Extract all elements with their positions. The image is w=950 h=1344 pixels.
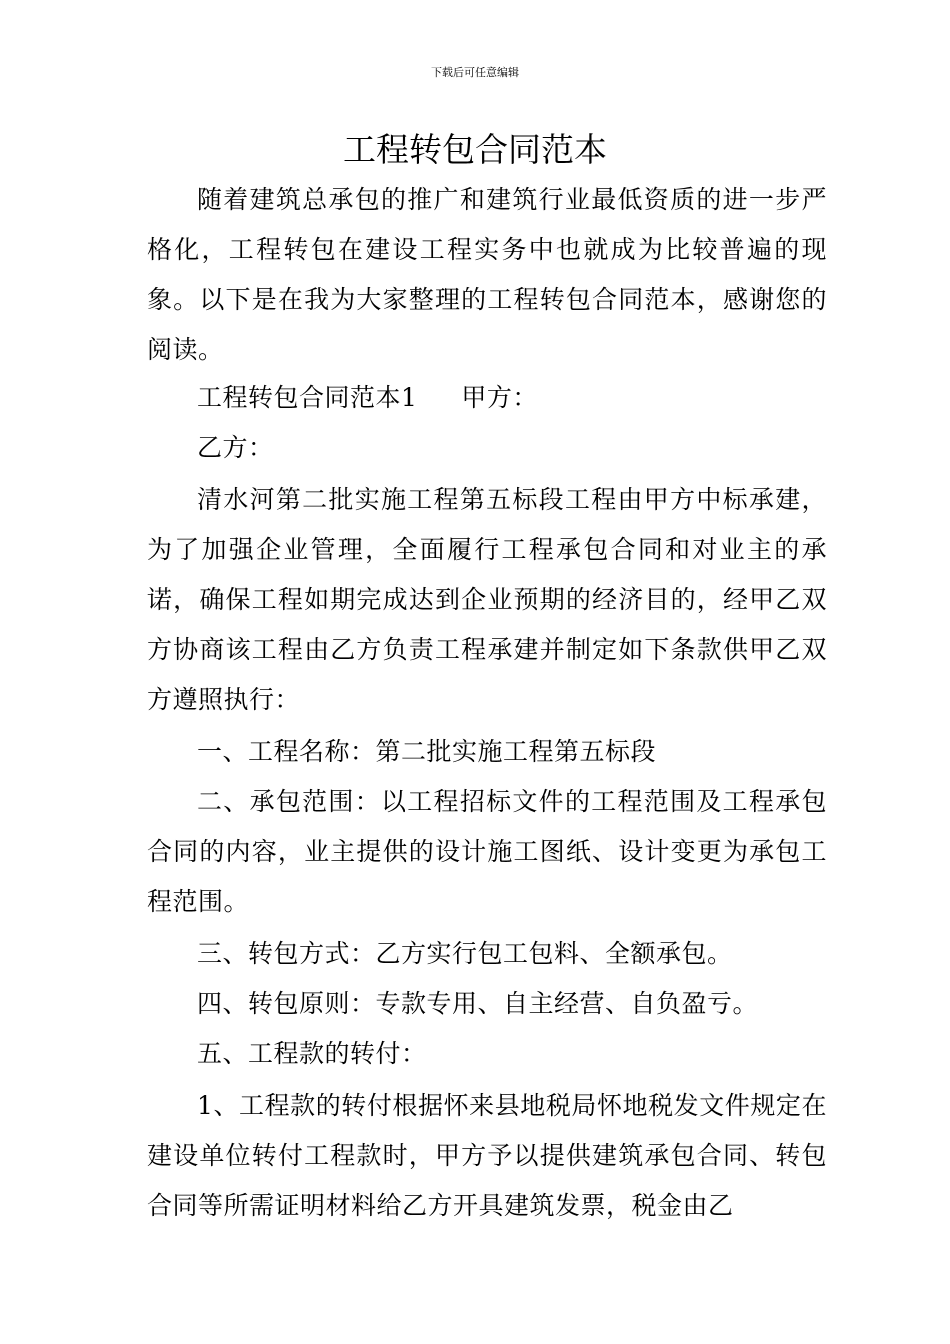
- preamble-paragraph: 清水河第二批实施工程第五标段工程由甲方中标承建，为了加强企业管理，全面履行工程承包合同和对业主的承诺，确保工程如期完成达到企业预期的经济目的，经甲乙双方协商该工程由乙方负责工程承建并制定如下条款供甲乙双方遵照执行：: [147, 485, 827, 714]
- clause-subcontract-principle: 四、转包原则：专款专用、自主经营、自负盈亏。: [197, 989, 759, 1018]
- party-a-label: 甲方：: [461, 383, 538, 412]
- section-heading: 工程转包合同范本1: [197, 383, 418, 412]
- section-heading-line: [147, 373, 827, 423]
- document-title: 工程转包合同范本: [343, 130, 607, 169]
- intro-paragraph: 随着建筑总承包的推广和建筑行业最低资质的进一步严格化，工程转包在建设工程实务中也就成为比较普遍的现象。以下是在我为大家整理的工程转包合同范本，感谢您的阅读。: [147, 185, 827, 364]
- party-b-label: 乙方：: [197, 433, 274, 462]
- clause-subcontract-method: 三、转包方式：乙方实行包工包料、全额承包。: [197, 939, 733, 968]
- clause-project-name: 一、工程名称：第二批实施工程第五标段: [197, 737, 657, 766]
- clause-contract-scope: 二、承包范围：以工程招标文件的工程范围及工程承包合同的内容，业主提供的设计施工图纸、设计变更为承包工程范围。: [147, 787, 827, 916]
- document-body: [147, 175, 827, 1231]
- header-note: 下载后可任意编辑: [431, 66, 519, 79]
- clause-payment-item-1: 1、工程款的转付根据怀来县地税局怀地税发文件规定在建设单位转付工程款时，甲方予以提供建筑承包合同、转包合同等所需证明材料给乙方开具建筑发票，税金由乙: [147, 1091, 827, 1220]
- clause-payment-transfer: 五、工程款的转付：: [197, 1039, 427, 1068]
